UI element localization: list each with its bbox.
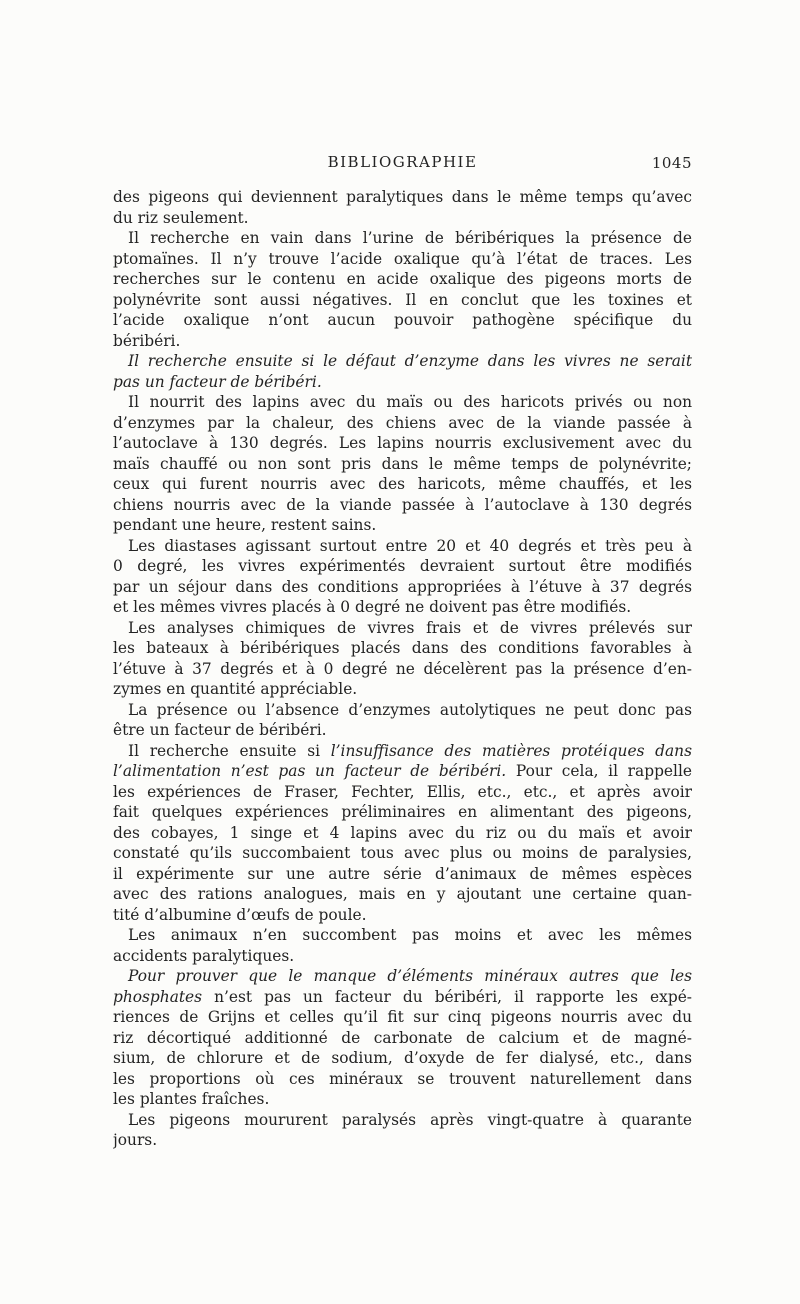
text-segment: des pigeons qui deviennent paralytiques dans le même temps qu’avec xyxy=(113,188,692,206)
text-line xyxy=(113,351,692,372)
text-segment: ptomaïnes. Il n’y trouve l’acide oxalique qu’à l’état de traces. Les xyxy=(113,249,692,268)
italic-text-segment: l’alimentation n’est pas un facteur de béribéri. xyxy=(113,762,507,780)
running-title: BIBLIOGRAPHIE xyxy=(327,153,478,171)
text-line xyxy=(113,433,692,454)
paragraph xyxy=(113,618,692,700)
text-segment: sium, de chlorure et de sodium, d’oxyde de fer dialysé, etc., dans xyxy=(113,1049,692,1067)
paragraph xyxy=(113,1110,692,1151)
paragraph xyxy=(113,741,692,926)
text-segment: n’est pas un facteur du béribéri, il rapporte les expé- xyxy=(202,987,692,1006)
text-segment: Il recherche ensuite si xyxy=(128,741,331,760)
text-line xyxy=(113,495,692,516)
paragraph xyxy=(113,536,692,618)
text-line xyxy=(113,556,692,577)
text-line xyxy=(113,659,692,680)
text-segment: pendant une heure, restent sains. xyxy=(113,516,377,534)
text-line xyxy=(113,720,692,741)
text-segment: Les diastases agissant surtout entre 20 et 40 degrés et très peu à xyxy=(128,536,692,555)
text-line xyxy=(113,966,692,987)
italic-text-segment: pas un facteur de béribéri. xyxy=(113,372,322,391)
text-line xyxy=(113,228,692,249)
text-line xyxy=(113,392,692,413)
text-segment: recherches sur le contenu en acide oxalique des pigeons morts de xyxy=(113,270,692,288)
paragraph xyxy=(113,228,692,351)
text-segment: 0 degré, les vivres expérimentés devraient surtout être modifiés xyxy=(113,557,692,575)
text-segment: les bateaux à béribériques placés dans des conditions favorables à xyxy=(113,639,692,657)
text-line xyxy=(113,331,692,352)
text-line xyxy=(113,761,692,782)
text-segment: tité d’albumine d’œufs de poule. xyxy=(113,905,367,924)
text-segment: d’enzymes par la chaleur, des chiens avec de la viande passée à xyxy=(113,413,692,432)
text-line xyxy=(113,454,692,475)
text-segment: jours. xyxy=(113,1131,158,1149)
text-line xyxy=(113,1110,692,1131)
text-segment: les plantes fraîches. xyxy=(113,1090,270,1108)
text-segment: par un séjour dans des conditions appropriées à l’étuve à 37 degrés xyxy=(113,577,692,596)
text-segment: l’étuve à 37 degrés et à 0 degré ne décelèrent pas la présence d’en- xyxy=(113,659,692,678)
page-number: 1045 xyxy=(651,154,692,172)
text-line xyxy=(113,1130,692,1151)
text-line xyxy=(113,905,692,926)
text-segment: riences de Grijns et celles qu’il fit sur cinq pigeons nourris avec du xyxy=(113,1008,692,1026)
text-line xyxy=(113,310,692,331)
text-line xyxy=(113,802,692,823)
text-line xyxy=(113,987,692,1008)
text-line xyxy=(113,597,692,618)
text-segment: du riz seulement. xyxy=(113,208,249,227)
italic-text-segment: Il recherche ensuite si le défaut d’enzyme dans les vivres ne serait xyxy=(128,352,692,370)
text-line xyxy=(113,884,692,905)
text-line xyxy=(113,290,692,311)
text-segment: ceux qui furent nourris avec des haricots, même chauffés, et les xyxy=(113,475,692,493)
text-line xyxy=(113,925,692,946)
paragraph xyxy=(113,187,692,228)
text-line xyxy=(113,638,692,659)
paragraph xyxy=(113,700,692,741)
text-line xyxy=(113,1069,692,1090)
page-header xyxy=(113,153,692,175)
text-line xyxy=(113,679,692,700)
text-segment: La présence ou l’absence d’enzymes autolytiques ne peut donc pas xyxy=(128,700,692,719)
text-segment: maïs chauffé ou non sont pris dans le même temps de polynévrite; xyxy=(113,454,692,473)
text-segment: riz décortiqué additionné de carbonate de calcium et de magné- xyxy=(113,1028,692,1047)
text-block xyxy=(113,187,692,1151)
text-line xyxy=(113,700,692,721)
text-segment: fait quelques expériences préliminaires en alimentant des pigeons, xyxy=(113,803,692,821)
text-segment: des cobayes, 1 singe et 4 lapins avec du riz ou du maïs et avoir xyxy=(113,823,692,842)
italic-text-segment: l’insuffisance des matières protéiques dans xyxy=(330,741,692,760)
text-line xyxy=(113,1089,692,1110)
text-segment: Il recherche en vain dans l’urine de béribériques la présence de xyxy=(128,229,692,247)
italic-text-segment: Pour prouver que le manque d’éléments minéraux autres que les xyxy=(128,967,692,985)
text-segment: les proportions où ces minéraux se trouvent naturellement dans xyxy=(113,1069,692,1088)
paragraph xyxy=(113,966,692,1110)
text-line xyxy=(113,474,692,495)
text-segment: l’acide oxalique n’ont aucun pouvoir pathogène spécifique du xyxy=(113,311,692,329)
text-segment: accidents paralytiques. xyxy=(113,946,295,965)
paragraph xyxy=(113,392,692,536)
text-segment: Les animaux n’en succombent pas moins et avec les mêmes xyxy=(128,926,692,944)
text-segment: l’autoclave à 130 degrés. Les lapins nourris exclusivement avec du xyxy=(113,434,692,452)
text-line xyxy=(113,249,692,270)
text-segment: béribéri. xyxy=(113,331,181,350)
text-line xyxy=(113,577,692,598)
text-segment: Les analyses chimiques de vivres frais et de vivres prélevés sur xyxy=(128,618,692,637)
text-line xyxy=(113,618,692,639)
text-line xyxy=(113,843,692,864)
text-segment: chiens nourris avec de la viande passée à l’autoclave à 130 degrés xyxy=(113,495,692,514)
text-line xyxy=(113,536,692,557)
text-segment: les expériences de Fraser, Fechter, Ellis, etc., etc., et après avoir xyxy=(113,782,692,801)
text-segment: zymes en quantité appréciable. xyxy=(113,680,358,698)
text-line xyxy=(113,413,692,434)
text-line xyxy=(113,208,692,229)
text-line xyxy=(113,1048,692,1069)
text-line xyxy=(113,823,692,844)
text-segment: être un facteur de béribéri. xyxy=(113,721,327,739)
text-line xyxy=(113,741,692,762)
text-line xyxy=(113,187,692,208)
text-line xyxy=(113,946,692,967)
text-line xyxy=(113,864,692,885)
text-segment: il expérimente sur une autre série d’animaux de mêmes espèces xyxy=(113,864,692,883)
text-segment: Les pigeons moururent paralysés après vingt-quatre à quarante xyxy=(128,1110,692,1129)
text-segment: avec des rations analogues, mais en y ajoutant une certaine quan- xyxy=(113,885,692,903)
text-line xyxy=(113,515,692,536)
italic-text-segment: phosphates xyxy=(113,987,203,1006)
text-line xyxy=(113,1028,692,1049)
text-segment: constaté qu’ils succombaient tous avec plus ou moins de paralysies, xyxy=(113,844,692,862)
paragraph xyxy=(113,351,692,392)
text-segment: Pour cela, il rappelle xyxy=(506,762,692,780)
text-segment: polynévrite sont aussi négatives. Il en conclut que les toxines et xyxy=(113,290,692,309)
text-line xyxy=(113,269,692,290)
text-line xyxy=(113,372,692,393)
text-line xyxy=(113,782,692,803)
text-segment: Il nourrit des lapins avec du maïs ou des haricots privés ou non xyxy=(128,393,692,411)
text-segment: et les mêmes vivres placés à 0 degré ne doivent pas être modifiés. xyxy=(113,598,632,616)
text-line xyxy=(113,1007,692,1028)
paragraph xyxy=(113,925,692,966)
